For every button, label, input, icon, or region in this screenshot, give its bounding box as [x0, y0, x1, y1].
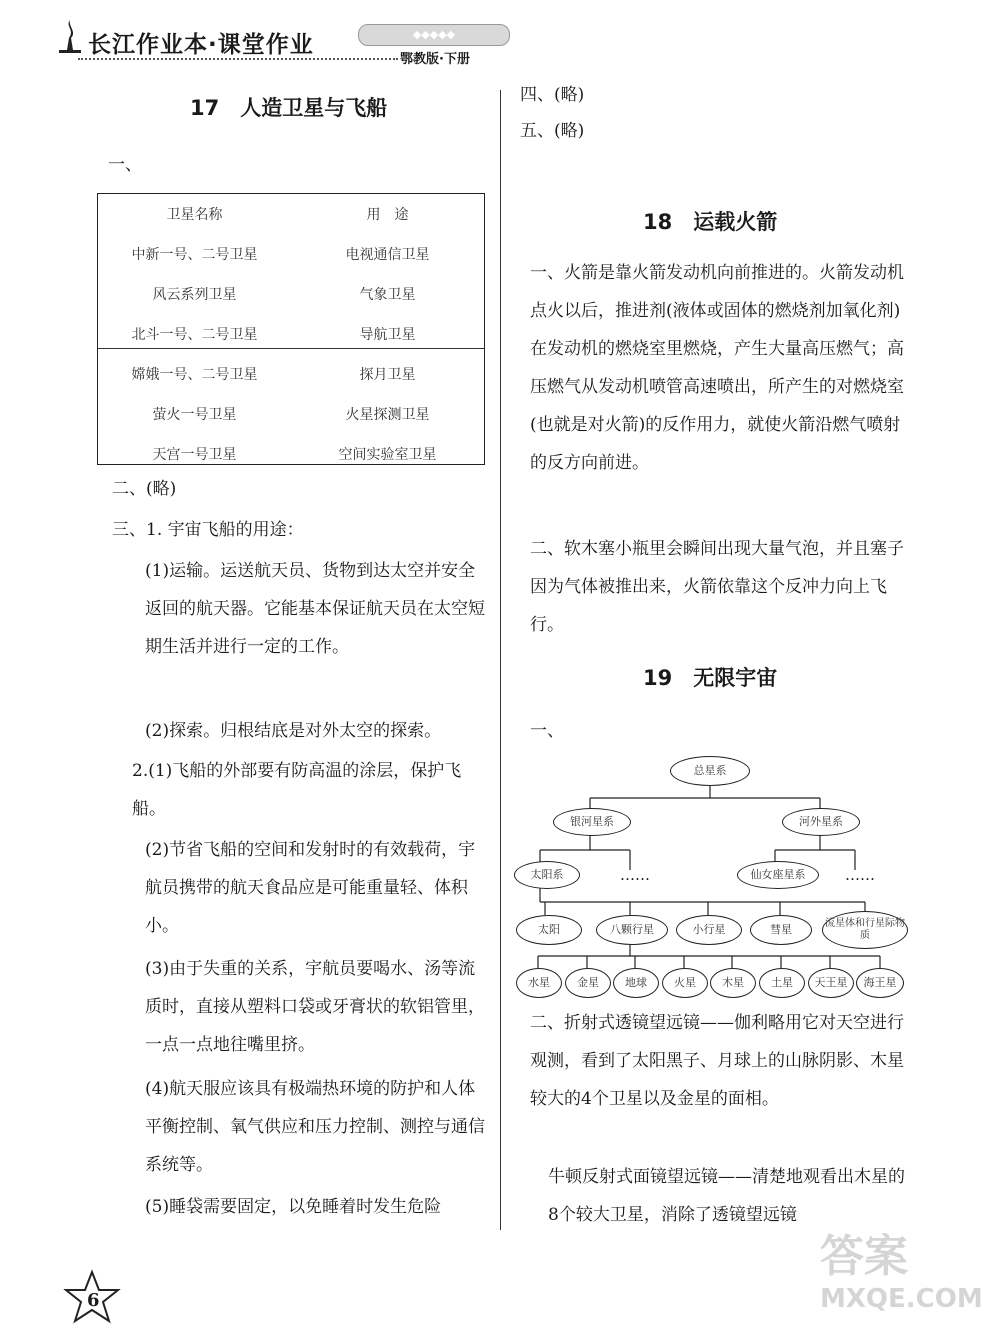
tree-node-l1: 河外星系 — [782, 808, 860, 836]
q3-2-2: (2)节省飞船的空间和发射时的有效载荷，宇航员携带的航天食品应是可能重量轻、体积小。 — [145, 840, 476, 936]
s18-answer-2: 二、软木塞小瓶里会瞬间出现大量气泡，并且塞子因为气体被推出来，火箭依靠这个反冲力向上飞行。 — [530, 539, 904, 635]
satellite-table — [97, 193, 485, 465]
s19-answer-2: 二、折射式透镜望远镜——伽利略用它对天空进行观测，看到了太阳黑子、月球上的山脉阴影、木星较大的4个卫星以及金星的面相。 — [530, 1013, 904, 1109]
q3-1-1: (1)运输。运送航天员、货物到达太空并安全返回的航天器。它能基本保证航天员在太空短期生活并进行一定的工作。 — [145, 561, 485, 657]
watermark-text: MXQE.COM — [820, 1284, 983, 1314]
tree-node-l4: 土星 — [759, 968, 805, 998]
q5-answer: 五、(略) — [520, 121, 585, 141]
tree-node-l4: 海王星 — [856, 968, 904, 998]
tree-node-l4: 地球 — [613, 968, 659, 998]
q3-2-1: 2.(1)飞船的外部要有防高温的涂层，保护飞船。 — [132, 761, 462, 819]
tree-node-l2: 仙女座星系 — [737, 861, 819, 889]
logo-icon — [55, 18, 85, 58]
q3-2-5: (5)睡袋需要固定，以免睡着时发生危险 — [145, 1197, 442, 1217]
header-edition: 鄂教版·下册 — [400, 52, 470, 67]
section-19-title: 19 无限宇宙 — [643, 666, 778, 690]
q3-intro: 三、1. 宇宙飞船的用途： — [112, 520, 304, 540]
table-cell: 天宫一号卫星 — [152, 447, 237, 463]
q4-answer: 四、(略) — [520, 85, 585, 105]
section-17-title: 17 人造卫星与飞船 — [190, 96, 388, 120]
tree-ellipsis: …… — [845, 866, 875, 884]
table-cell: 中新一号、二号卫星 — [131, 247, 258, 263]
table-cell: 导航卫星 — [359, 327, 416, 343]
tree-node-l2: 太阳系 — [514, 861, 580, 889]
tree-node-l1: 银河星系 — [553, 808, 631, 836]
tree-node-l3: 小行星 — [676, 915, 742, 945]
tree-node-l3: 八颗行星 — [596, 915, 668, 945]
s19-answer-2-cont: 牛顿反射式面镜望远镜——清楚地观看出木星的8个较大卫星，消除了透镜望远镜 — [548, 1167, 905, 1225]
table-cell: 火星探测卫星 — [345, 407, 430, 423]
q3-2-3: (3)由于失重的关系，宇航员要喝水、汤等流质时，直接从塑料口袋或牙膏状的软铝管里，一点一点地往嘴里挤。 — [145, 959, 485, 1055]
table-cell: 电视通信卫星 — [345, 247, 430, 263]
column-divider — [500, 90, 501, 1230]
header-badge: ◆◆◆◆◆ — [358, 24, 510, 46]
tree-node-l4: 木星 — [710, 968, 756, 998]
table-cell: 嫦娥一号、二号卫星 — [131, 367, 258, 383]
section-18-title: 18 运载火箭 — [643, 210, 778, 234]
table-header: 用 途 — [366, 207, 409, 223]
tree-node-l3: 彗星 — [750, 915, 812, 945]
table-cell: 空间实验室卫星 — [338, 447, 437, 463]
watermark-logo: 答案 MXQE.COM — [820, 1220, 990, 1320]
table-cell: 风云系列卫星 — [152, 287, 237, 303]
tree-node-l4: 天王星 — [808, 968, 854, 998]
q3-1-2: (2)探索。归根结底是对外太空的探索。 — [145, 721, 442, 741]
q19-label: 一、 — [530, 721, 564, 741]
table-cell: 气象卫星 — [359, 287, 416, 303]
tree-node-l3: 太阳 — [516, 915, 582, 945]
q1-label: 一、 — [108, 155, 142, 175]
satellite-table-grid — [98, 194, 484, 474]
header-divider — [78, 58, 398, 60]
page-number: 6 — [87, 1290, 100, 1311]
tree-ellipsis: …… — [620, 866, 650, 884]
table-header: 卫星名称 — [166, 207, 223, 223]
q2-answer: 二、(略) — [112, 479, 177, 499]
tree-node-l4: 火星 — [662, 968, 708, 998]
q3-2-4: (4)航天服应该具有极端热环境的防护和人体平衡控制、氧气供应和压力控制、测控与通信系统等。 — [145, 1079, 485, 1175]
table-cell: 探月卫星 — [359, 367, 416, 383]
tree-node-root: 总星系 — [670, 756, 750, 786]
table-cell: 北斗一号、二号卫星 — [131, 327, 258, 343]
table-cell: 萤火一号卫星 — [152, 407, 237, 423]
header-title: 长江作业本·课堂作业 — [88, 32, 314, 58]
s18-answer-1: 一、火箭是靠火箭发动机向前推进的。火箭发动机点火以后，推进剂(液体或固体的燃烧剂加氧化剂)在发动机的燃烧室里燃烧，产生大量高压燃气；高压燃气从发动机喷管高速喷出，所产生的对燃烧室(也就是对火箭)的反作用力，就使火箭沿燃气喷射的反方向前进。 — [530, 263, 904, 473]
tree-node-l4: 金星 — [565, 968, 611, 998]
tree-node-l3: 流星体和行星际物质 — [822, 911, 908, 949]
tree-node-l4: 水星 — [516, 968, 562, 998]
